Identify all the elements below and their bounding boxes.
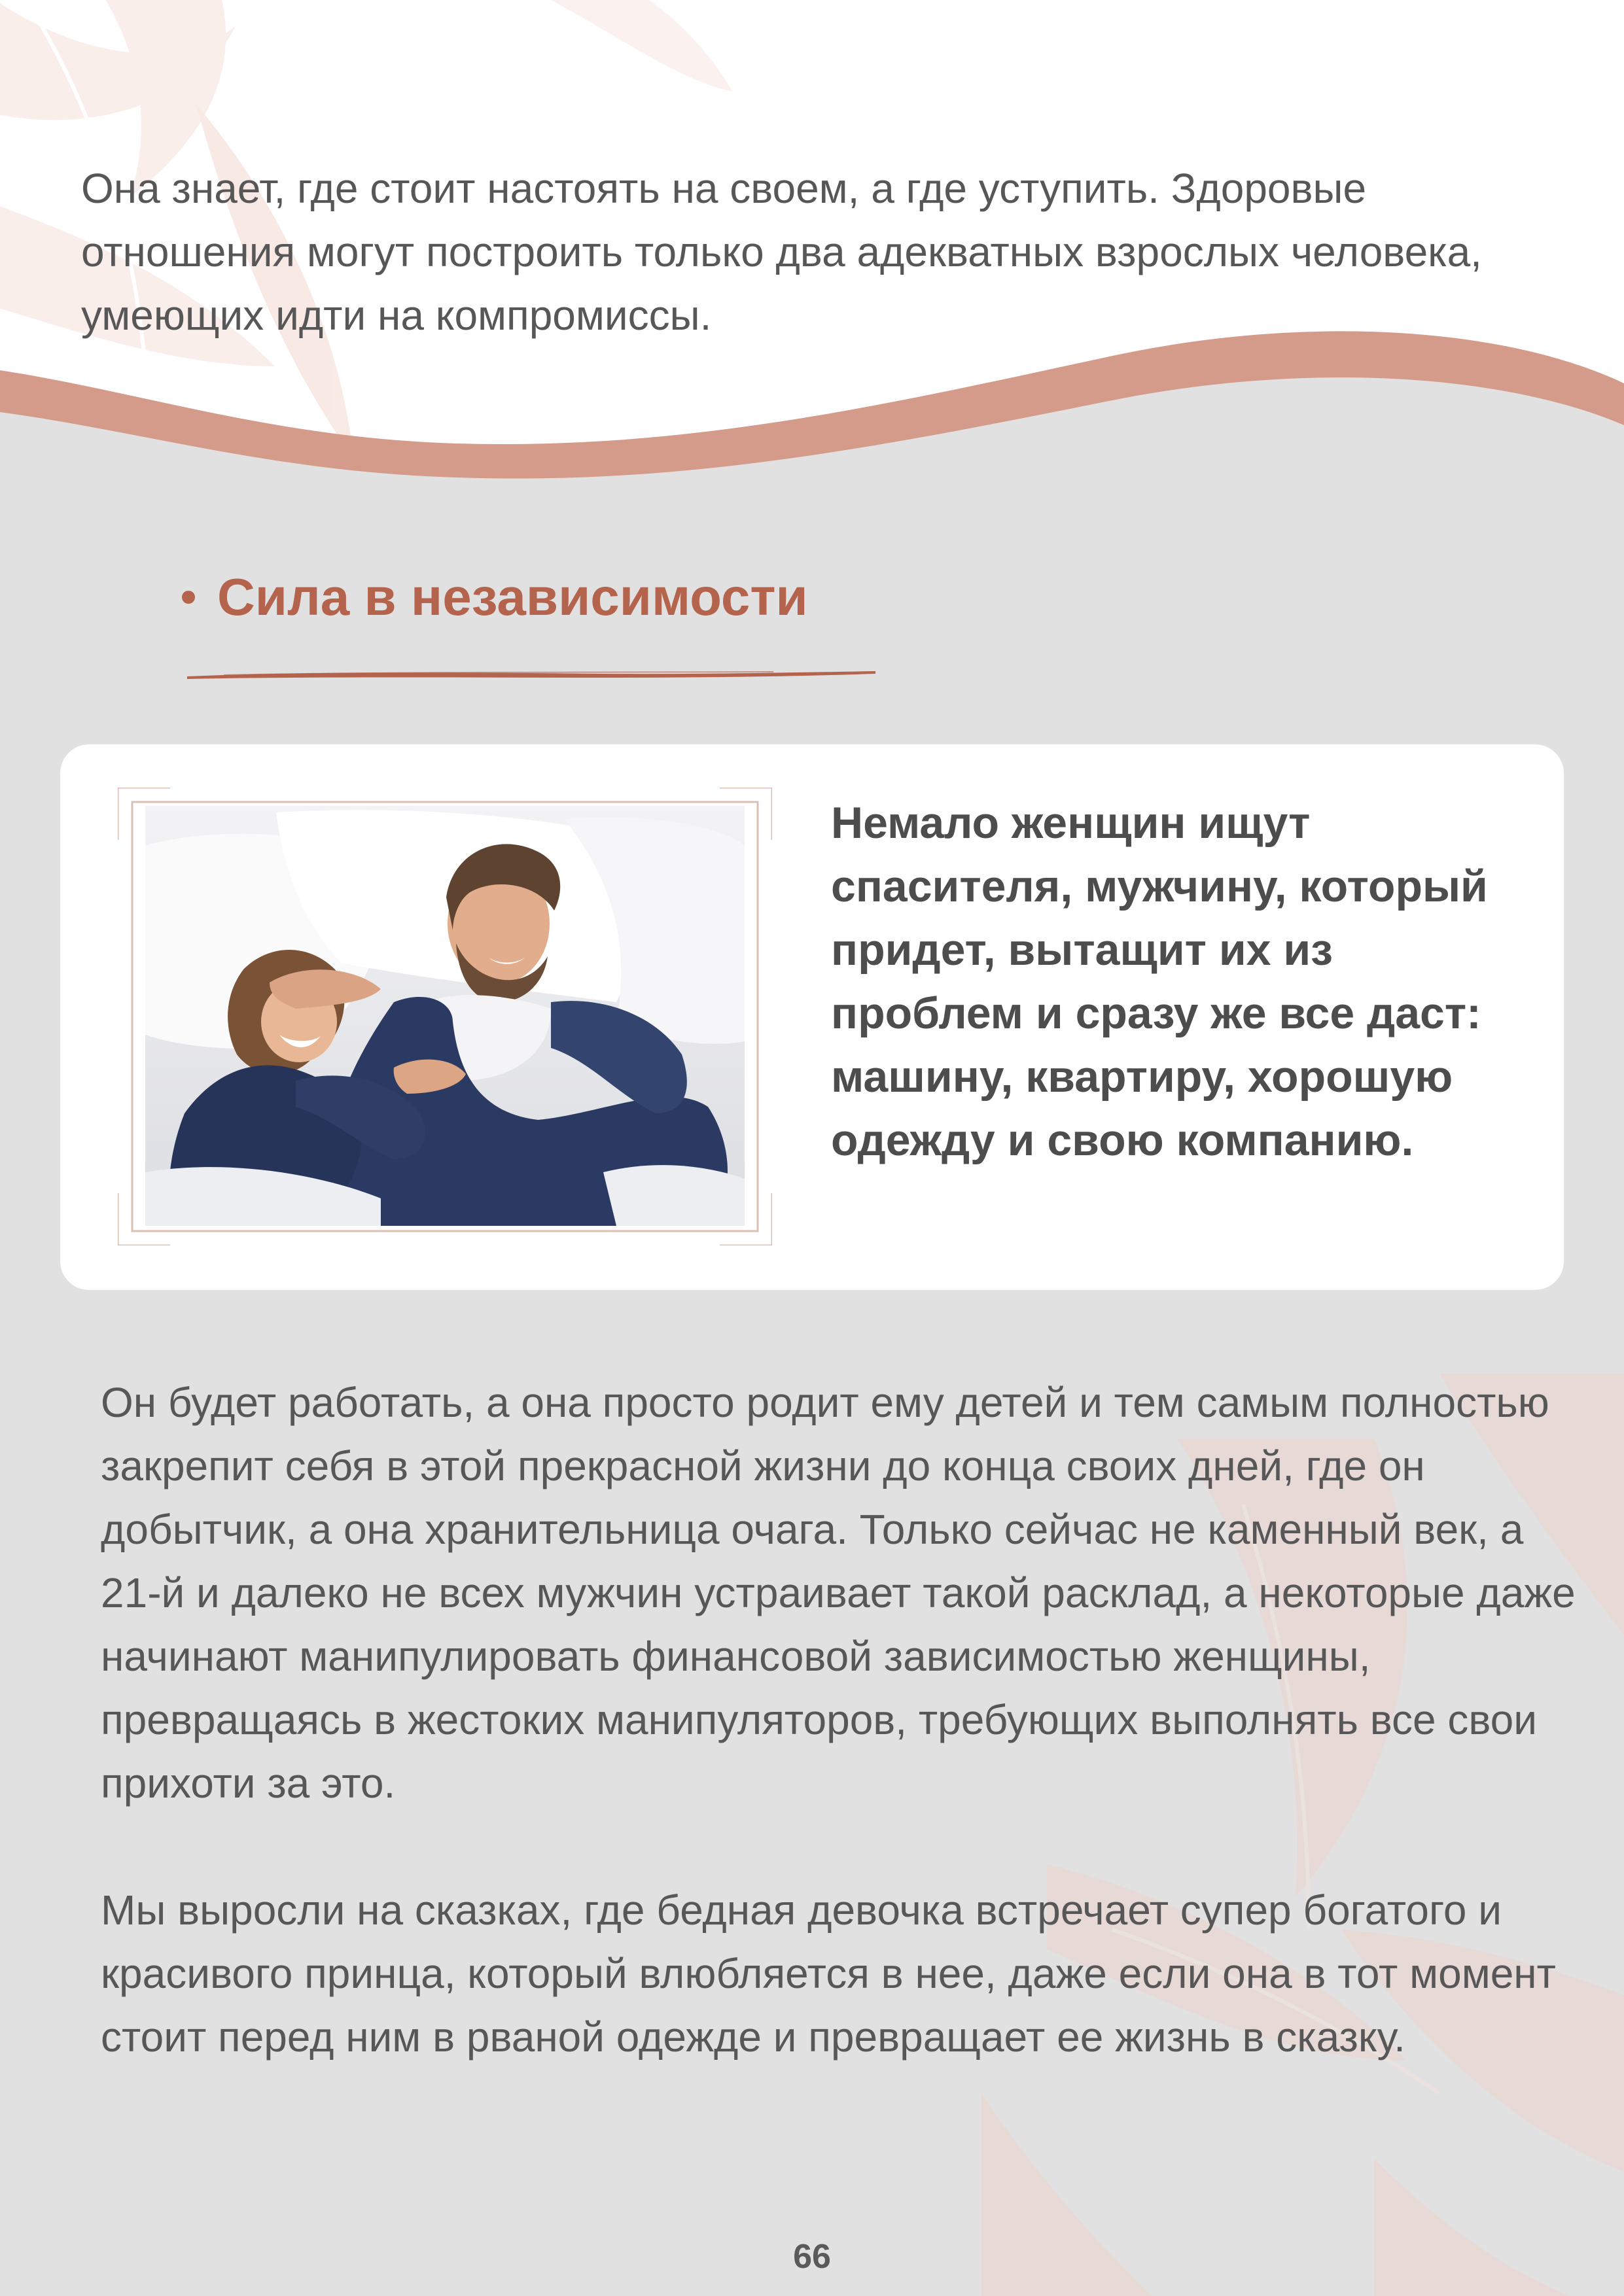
- section-title: Сила в независимости: [217, 568, 808, 626]
- body-paragraph-1: Он будет работать, а она просто родит ему детей и тем самым полностью закрепит себя в этой прекрасной жизни до конца своих дней, где он добытчик, а она хранительница очага. Только сейчас не каменный век, а 21-й и далеко не всех мужчин устраивает такой расклад, а некоторые даже начинают манипулировать финансовой зависимостью женщины, превращаясь в жестоких манипуляторов, требующих выполнять все свои прихоти за это.: [101, 1379, 1576, 1807]
- page-number: 66: [793, 2238, 831, 2276]
- bullet-icon: [182, 591, 195, 604]
- section-heading: [182, 561, 808, 633]
- intro-paragraph: Она знает, где стоит настоять на своем, а где уступить. Здоровые отношения могут построить только два адекватных взрослых человека, умеющих идти на компромиссы.: [81, 165, 1482, 339]
- body-paragraph-2: Мы выросли на сказках, где бедная девочка встречает супер богатого и красивого принца, который влюбляется в нее, даже если она в тот момент стоит перед ним в рваной одежде и превращает ее жизнь в сказку.: [101, 1887, 1556, 2061]
- heading-underline-brush: [185, 666, 878, 683]
- quote-text: Немало женщин ищут спасителя, мужчину, который придет, вытащит их из проблем и сразу же все даст: машину, квартиру, хорошую одежду и свою компанию.: [831, 798, 1488, 1165]
- couple-laughing-in-bed-photo: [145, 806, 745, 1226]
